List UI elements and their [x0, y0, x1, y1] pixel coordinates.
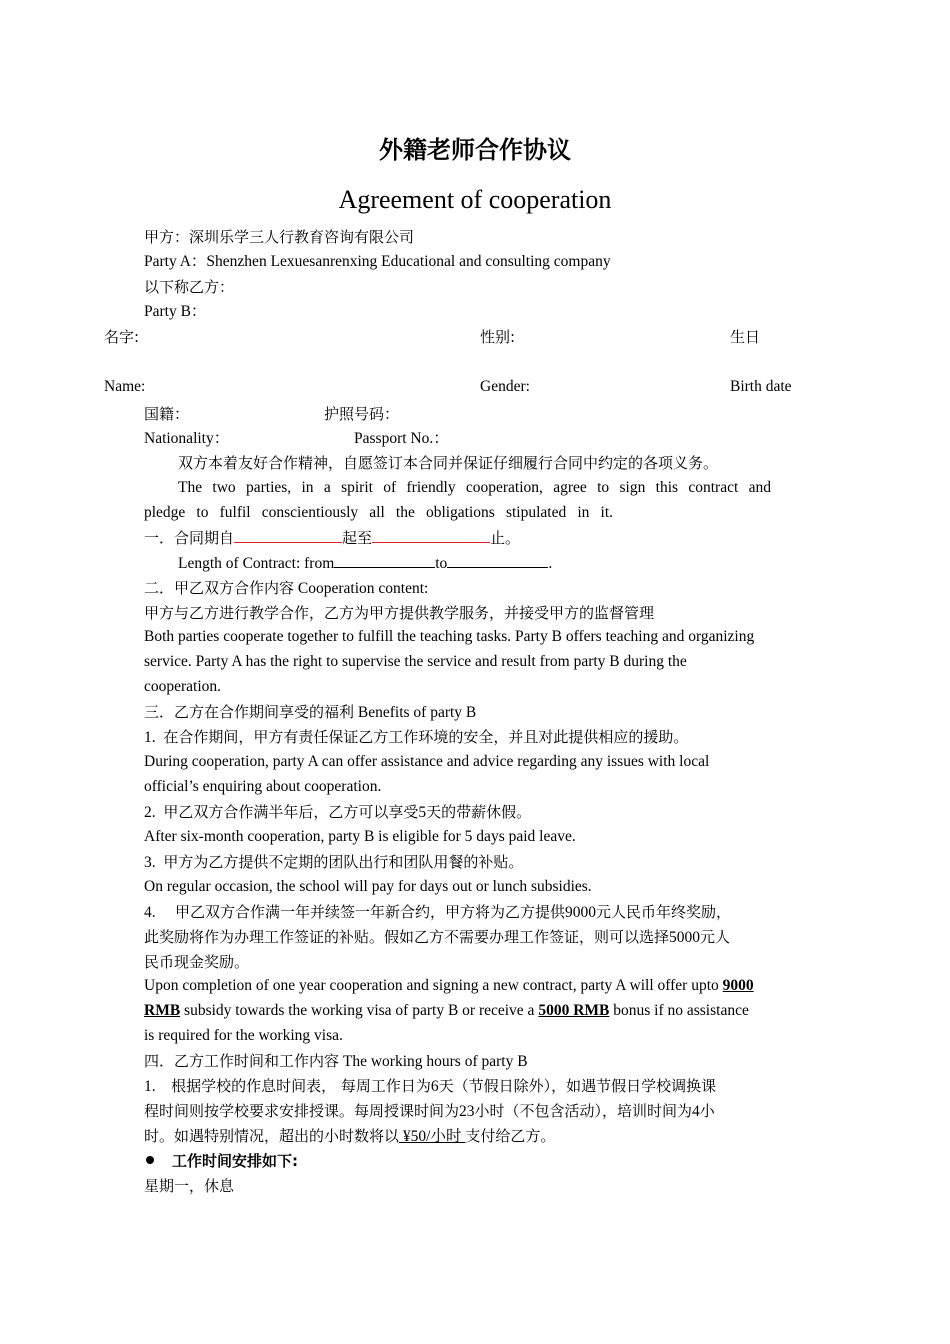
benefit-1-cn — [144, 727, 688, 748]
benefit-4-en-5000-rmb: 5000 RMB — [538, 1002, 610, 1019]
benefit-4-number: 4. — [144, 904, 156, 921]
section-2-text-cn: 甲方与乙方进行教学合作，乙方为甲方提供教学服务，并接受甲方的监督管理 — [144, 604, 655, 622]
contract-period-en-mid: to — [435, 555, 448, 572]
schedule-heading-text: 工作时间安排如下: — [172, 1152, 298, 1170]
benefit-2-cn — [144, 802, 531, 823]
hours-1-text-3b: 支付给乙方。 — [465, 1127, 556, 1145]
benefit-3-number: 3. — [144, 854, 156, 871]
benefit-4-cn-1 — [144, 902, 731, 923]
benefit-4-en-2 — [144, 1001, 749, 1021]
hours-1-teaching-hours: 23 — [459, 1103, 475, 1120]
intro-cn: 双方本着友好合作精神，自愿签订本合同并保证仔细履行合同中约定的各项义务。 — [178, 454, 719, 472]
gender-label-cn: 性别: — [480, 328, 516, 346]
from-date-blank[interactable] — [334, 553, 435, 568]
section-3-heading-en: Benefits of party B — [354, 704, 477, 721]
contract-period-prefix: 一．合同期自 — [144, 529, 235, 547]
party-a-en: Party A：Shenzhen Lexuesanrenxing Educational and consulting company — [144, 253, 611, 270]
benefit-4-en-1a: Upon completion of one year cooperation and signing a new contract, party A will offer upto — [144, 977, 723, 994]
benefit-4-amount-9000: 9000 — [565, 904, 597, 921]
passport-label-cn: 护照号码： — [324, 405, 400, 423]
contract-period-end: 止。 — [490, 529, 521, 547]
party-b-cn: 以下称乙方： — [144, 278, 235, 296]
document-title-en: Agreement of cooperation — [338, 185, 612, 214]
bullet-icon — [146, 1156, 154, 1164]
benefit-4-text-2b: 元人 — [700, 928, 731, 946]
birth-label-cn: 生日 — [730, 328, 761, 346]
hours-1-line-1 — [144, 1076, 716, 1097]
contract-period-cn — [144, 528, 520, 548]
passport-label-en: Passport No.： — [354, 430, 449, 447]
section-2-heading-en: Cooperation content: — [294, 580, 429, 597]
benefit-2-number: 2. — [144, 804, 156, 821]
benefit-4-en-9000: 9000 — [722, 977, 754, 994]
contract-period-en-prefix: Length of Contract: from — [178, 555, 335, 572]
benefit-1-en-2: official’s enquiring about cooperation. — [144, 778, 382, 795]
benefit-4-en-2d: bonus if no assistance — [609, 1002, 749, 1019]
hours-1-text-2a: 程时间则按学校要求安排授课。每周授课时间为 — [144, 1102, 460, 1120]
benefit-4-amount-5000: 5000 — [669, 929, 701, 946]
benefit-4-text-1b: 元人民币年终奖励， — [596, 903, 732, 921]
gender-label-en: Gender: — [480, 378, 530, 395]
to-date-blank[interactable] — [447, 553, 548, 568]
benefit-4-text-1a: 甲乙双方合作满一年并续签一年新合约，甲方将为乙方提供 — [175, 903, 566, 921]
hours-1-rate: ¥50/小时 — [399, 1128, 466, 1145]
hours-1-text-2b: 小时（不包含活动），培训时间为 — [474, 1102, 693, 1120]
intro-en-line-2: pledge to fulfil conscientiously all the obligations stipulated in it. — [144, 504, 613, 521]
hours-1-text-3a: 时。如遇特别情况，超出的小时数将以 — [144, 1127, 400, 1145]
section-2-text-en-3: cooperation. — [144, 678, 222, 695]
hours-1-training-hours: 4 — [692, 1103, 700, 1120]
nationality-label-en: Nationality： — [144, 430, 230, 447]
section-2-heading-cn: 二．甲乙双方合作内容 — [144, 579, 295, 597]
section-2-text-en-2: service. Party A has the right to supervise the service and result from party B during the — [144, 653, 687, 670]
hours-1-text-1a: 根据学校的作息时间表， 每周工作日为 — [171, 1077, 431, 1095]
name-label-en: Name: — [104, 378, 146, 395]
nationality-label-cn: 国籍： — [144, 405, 190, 423]
hours-1-days: 6 — [430, 1078, 439, 1095]
hours-1-line-3 — [144, 1126, 555, 1147]
benefit-4-text-2a: 此奖励将作为办理工作签证的补贴。假如乙方不需要办理工作签证，则可以选择 — [144, 928, 670, 946]
party-b-en: Party B： — [144, 303, 207, 320]
schedule-heading — [146, 1151, 298, 1172]
benefit-1-text-cn: 在合作期间，甲方有责任保证乙方工作环境的安全，并且对此提供相应的援助。 — [163, 728, 689, 746]
hours-1-text-1b: 天（节假日除外），如遇节假日学校调换课 — [438, 1077, 717, 1095]
contract-period-en-end: . — [548, 555, 553, 572]
benefit-2-days: 5 — [418, 804, 427, 821]
benefit-1-number: 1. — [144, 729, 156, 746]
party-a-cn: 甲方：深圳乐学三人行教育咨询有限公司 — [144, 228, 415, 246]
benefit-4-cn-2 — [144, 927, 730, 948]
contract-period-en — [178, 553, 552, 574]
section-4-heading-cn: 四．乙方工作时间和工作内容 — [144, 1052, 340, 1070]
section-2-text-en-1: Both parties cooperate together to fulfill the teaching tasks. Party B offers teaching and organizing — [144, 628, 755, 645]
benefit-2-text-a: 甲乙双方合作满半年后，乙方可以享受 — [163, 803, 419, 821]
hours-1-line-2 — [144, 1101, 715, 1122]
intro-en-line-1: The two parties, in a spirit of friendly cooperation, agree to sign this contract and — [178, 479, 771, 496]
end-date-blank[interactable] — [372, 528, 490, 543]
section-3-heading-cn: 三．乙方在合作期间享受的福利 — [144, 703, 355, 721]
benefit-1-en-1: During cooperation, party A can offer assistance and advice regarding any issues with local — [144, 753, 710, 770]
document-title-cn: 外籍老师合作协议 — [379, 136, 571, 164]
hours-1-number: 1. — [144, 1078, 156, 1095]
benefit-2-en: After six-month cooperation, party B is eligible for 5 days paid leave. — [144, 828, 576, 845]
section-4-heading — [144, 1051, 528, 1072]
birth-label-en: Birth date — [730, 378, 792, 395]
name-label-cn: 名字: — [104, 328, 140, 346]
benefit-3-en: On regular occasion, the school will pay for days out or lunch subsidies. — [144, 878, 592, 895]
section-4-heading-en: The working hours of party B — [339, 1053, 528, 1070]
benefit-4-en-2b: subsidy towards the working visa of party B or receive a — [180, 1002, 539, 1019]
benefit-2-text-b: 天的带薪休假。 — [426, 803, 532, 821]
section-2-heading — [144, 578, 428, 599]
benefit-4-en-1 — [144, 976, 754, 996]
benefit-3-cn — [144, 852, 523, 873]
section-3-heading — [144, 702, 476, 723]
benefit-4-cn-3: 民币现金奖励。 — [144, 953, 250, 971]
hours-1-text-2c: 小 — [699, 1102, 715, 1120]
contract-period-mid: 起至 — [342, 529, 373, 547]
benefit-3-text-cn: 甲方为乙方提供不定期的团队出行和团队用餐的补贴。 — [163, 853, 524, 871]
benefit-4-en-3: is required for the working visa. — [144, 1027, 343, 1044]
benefit-4-en-rmb: RMB — [144, 1002, 181, 1019]
schedule-monday: 星期一，休息 — [144, 1177, 235, 1195]
start-date-blank[interactable] — [234, 528, 342, 543]
